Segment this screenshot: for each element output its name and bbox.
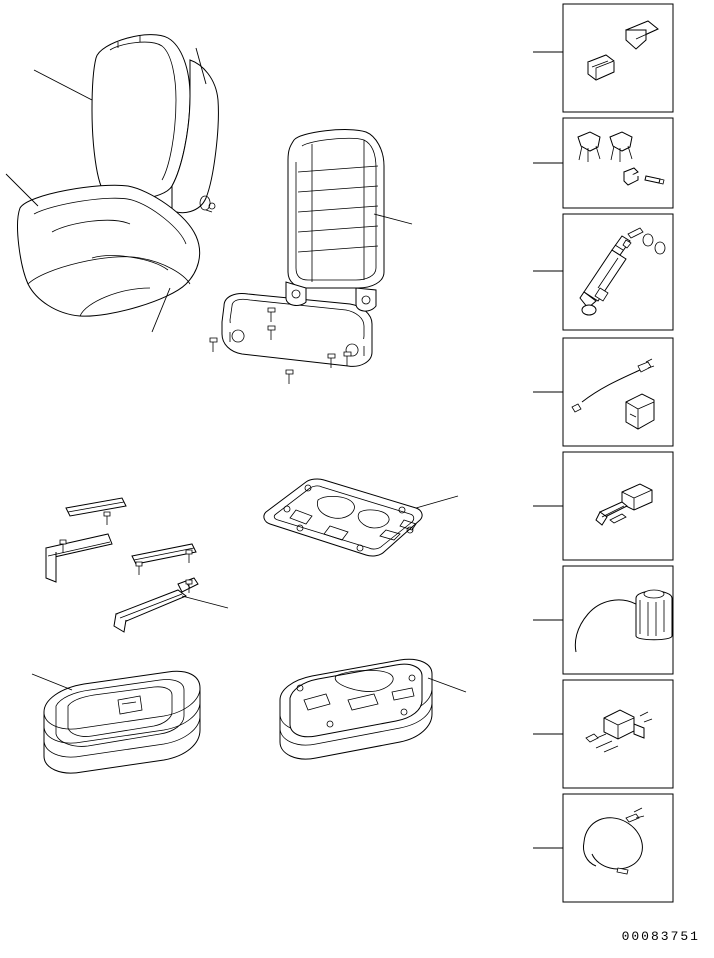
- seat-cushion-backrest-assembly: [6, 35, 218, 332]
- callout-box-2: [533, 118, 673, 208]
- callout-box-5: [533, 452, 673, 560]
- callout-box-3: [533, 214, 673, 330]
- callout-box-4: [533, 338, 673, 446]
- callout-box-8: [533, 794, 673, 902]
- callout-box-1: [533, 4, 673, 112]
- drawing-number: 00083751: [621, 929, 700, 944]
- lower-base-pan: [32, 671, 200, 773]
- seat-frame-assembly: [210, 130, 412, 384]
- slide-rail-assembly: [46, 498, 228, 632]
- callout-box-6: [533, 566, 673, 674]
- callout-box-7: [533, 680, 673, 788]
- suspension-base-plate: [264, 479, 458, 556]
- upper-base-pan: [280, 659, 466, 759]
